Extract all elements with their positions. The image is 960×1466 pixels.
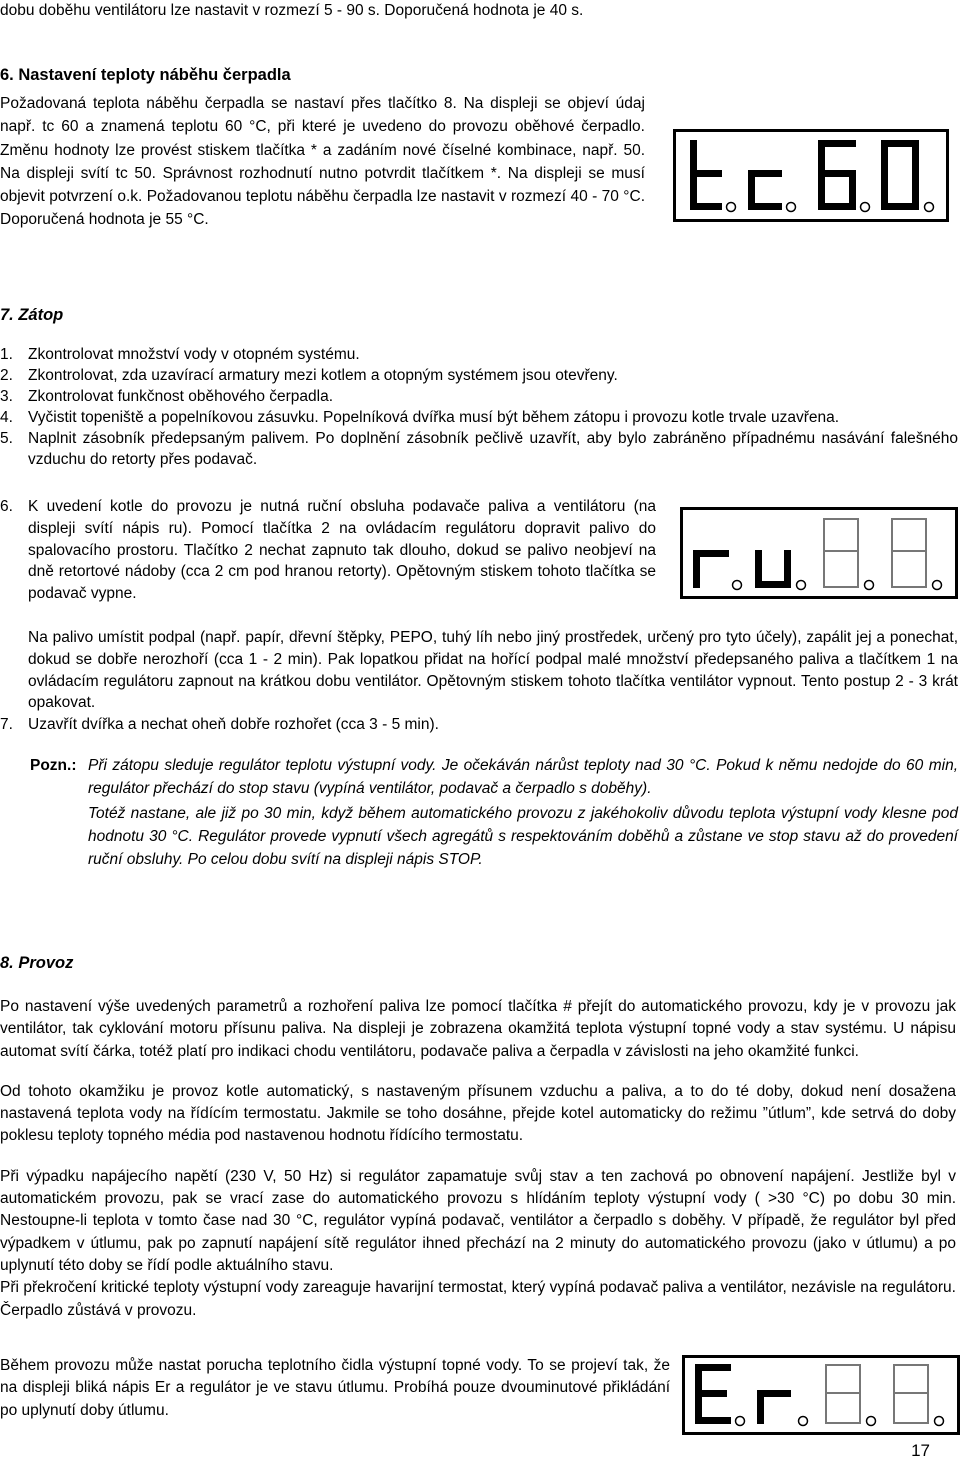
section-7-list-top <box>0 344 958 470</box>
display-ru <box>680 507 958 599</box>
section-6-heading: 6. Nastavení teploty náběhu čerpadla <box>0 66 291 84</box>
page-number: 17 <box>911 1441 930 1460</box>
display-er <box>682 1355 960 1435</box>
section-8-text <box>0 996 956 1322</box>
section-7-list-bottom <box>0 627 958 736</box>
list-item <box>0 627 958 714</box>
list-item-num: 2. <box>0 367 13 384</box>
list-item <box>0 496 656 605</box>
section-8-paragraph-1: Po nastavení výše uvedených parametrů a rozhoření paliva lze pomocí tlačítka # přejít do automatického provozu, kdy je v provozu jak ventilátor, tak cyklování motoru přísunu paliva. Na displeji je zobrazena okamžitá teplota výstupní topné vody a stav systému. U nápisu automat svítí čárka, totéž platí pro indikaci chodu ventilátoru, podavače paliva a čerpadla v závislosti na jeho okamžité funkci. <box>0 998 956 1060</box>
list-item-text: Vyčistit topeniště a popelníkovou zásuvku. Popelníková dvířka musí být během zátopu i provozu kotle trvale uzavřena. <box>28 409 840 426</box>
list-item-num: 6. <box>0 498 13 515</box>
list-item-text: Na palivo umístit podpal (např. papír, dřevní štěpky, PEPO, tuhý líh nebo jiný prostředek, určený pro tyto účely), zapálit jej a ponechat, dokud se dobře nerozhoří (cca 1 - 2 min). Pak lopatkou přidat na hořící podpal malé množství předepsaného paliva a tlačítkem 1 na ovládacím regulátoru zapnout na krátkou dobu ventilátor. Opětovným stiskem tohoto tlačítka ventilátor vypnout. Tento postup 2 - 3 krát opakovat. <box>28 629 958 712</box>
section-7-heading: 7. Zátop <box>0 306 64 324</box>
list-item-text: K uvedení kotle do provozu je nutná ruční obsluha podavače paliva a ventilátoru (na displeji svítí nápis ru). Pomocí tlačítka 2 na ovládacím regulátoru dopravit palivo do spalovacího prostoru. Tlačítko 2 nechat zapnuto tak dlouho, dokud se palivo neobjeví na dně retortové nádoby (cca 2 cm pod hranou retorty). Opětovným stiskem tohoto tlačítka se podavač vypne. <box>28 498 656 603</box>
list-item <box>0 407 958 428</box>
note-body <box>88 754 958 871</box>
note <box>30 754 958 871</box>
list-item <box>0 714 958 736</box>
section-8-paragraph-3: Při výpadku napájecího napětí (230 V, 50 Hz) si regulátor zapamatuje svůj stav a ten zachová po obnovení napájení. Jestliže byl v automatickém provozu, pak se vrací zase do automatického provozu s hlídáním teploty výstupní vody ( >30 °C) po dobu 30 min. Nestoupne-li teplota v tomto čase nad 30 °C, regulátor vypíná podavač, ventilátor a čerpadlo s doběhy. V případě, že regulátor byl před výpadkem v útlumu, pak po zapnutí napájení sítě regulátor ihned přechází na 2 minuty do automatického provozu (jako v útlumu) a po uplynutí této doby se řídí podle aktuálního stavu. <box>0 1167 956 1274</box>
section-8-paragraph-4: Při překročení kritické teploty výstupní vody zareaguje havarijní termostat, který vypíná podavač paliva a ventilátor, nezávisle na regulátoru. Čerpadlo zůstává v provozu. <box>0 1279 956 1319</box>
top-line-text: dobu doběhu ventilátoru lze nastavit v rozmezí 5 - 90 s. Doporučená hodnota je 40 s. <box>0 2 584 19</box>
section-6-text <box>0 92 645 232</box>
list-item-num: 3. <box>0 388 13 405</box>
list-item <box>0 365 958 386</box>
note-paragraph-2: Totéž nastane, ale již po 30 min, když během automatického provozu z jakéhokoliv důvodu teplota výstupní vody klesne pod hodnotu 30 °C. Regulátor provede vypnutí všech agregátů s respektováním doběhů a zůstane ve stop stavu až do provedení ruční obsluhy. Po celou dobu svítí na displeji nápis STOP. <box>88 805 958 868</box>
list-item <box>0 386 958 407</box>
section-8-heading: 8. Provoz <box>0 954 74 972</box>
list-item-num: 1. <box>0 346 13 363</box>
display-tc60-svg <box>676 132 946 219</box>
list-item-num: 4. <box>0 409 13 426</box>
section-8-text-er <box>0 1355 670 1422</box>
list-item-text: Zkontrolovat množství vody v otopném systému. <box>28 346 360 363</box>
list-item-text: Naplnit zásobník předepsaným palivem. Po doplnění zásobník pečlivě uzavřít, aby bylo zabráněno případnému nasávání falešného vzduchu do retorty přes podavač. <box>28 430 958 468</box>
section-7-item-6 <box>0 496 656 605</box>
note-paragraph-1: Při zátopu sleduje regulátor teplotu výstupní vody. Je očekáván nárůst teploty nad 30 °C. Pokud k němu nedojde do 60 min, regulátor přechází do stop stavu (vypíná ventilátor, podavač a čerpadlo s doběhy). <box>88 757 958 797</box>
top-line <box>0 0 950 22</box>
section-8-paragraph-2: Od tohoto okamžiku je provoz kotle automatický, s nastaveným přísunem vzduchu a paliva, a to do té doby, dokud není dosažena nastavená teplota vody na řídícím termostatu. Jakmile se toho dosáhne, přejde kotel automaticky do režimu ”útlum”, kde setrvá do doby poklesu teploty topného média pod nastavenou hodnotu řídícího termostatu. <box>0 1082 956 1145</box>
list-item-num: 5. <box>0 430 13 447</box>
list-item <box>0 428 958 470</box>
display-ru-svg <box>683 510 955 596</box>
list-item-num: 7. <box>0 716 13 734</box>
note-label: Pozn.: <box>30 757 77 774</box>
display-tc60 <box>673 129 949 222</box>
section-8-paragraph-5: Během provozu může nastat porucha teplotního čidla výstupní topné vody. To se projeví tak, že na displeji bliká nápis Er a regulátor je ve stavu útlumu. Probíhá pouze dvouminutové přikládání po uplynutí doby útlumu. <box>0 1357 670 1419</box>
list-item-text: Zkontrolovat, zda uzavírací armatury mezi kotlem a otopným systémem jsou otevřeny. <box>28 367 618 384</box>
list-item-text: Zkontrolovat funkčnost oběhového čerpadla. <box>28 388 334 405</box>
list-item-text: Uzavřít dvířka a nechat oheň dobře rozhořet (cca 3 - 5 min). <box>28 716 439 734</box>
list-item-num <box>0 627 28 714</box>
note-row <box>30 754 958 871</box>
display-er-svg <box>685 1358 957 1432</box>
list-item <box>0 344 958 365</box>
section-6-paragraph: Požadovaná teplota náběhu čerpadla se nastaví přes tlačítko 8. Na displeji se objeví údaj např. tc 60 a znamená teplotu 60 °C, při které je uvedeno do provozu oběhové čerpadlo. Změnu hodnoty lze provést stiskem tlačítka * a zadáním nové číselné kombinace, např. 50. Na displeji svítí tc 50. Správnost rozhodnutí nutno potvrdit tlačítkem *. Na displeji se musí objevit potvrzení o.k. Požadovanou teplotu náběhu čerpadla lze nastavit v rozmezí 40 - 70 °C. Doporučená hodnota je 55 °C. <box>0 95 645 229</box>
